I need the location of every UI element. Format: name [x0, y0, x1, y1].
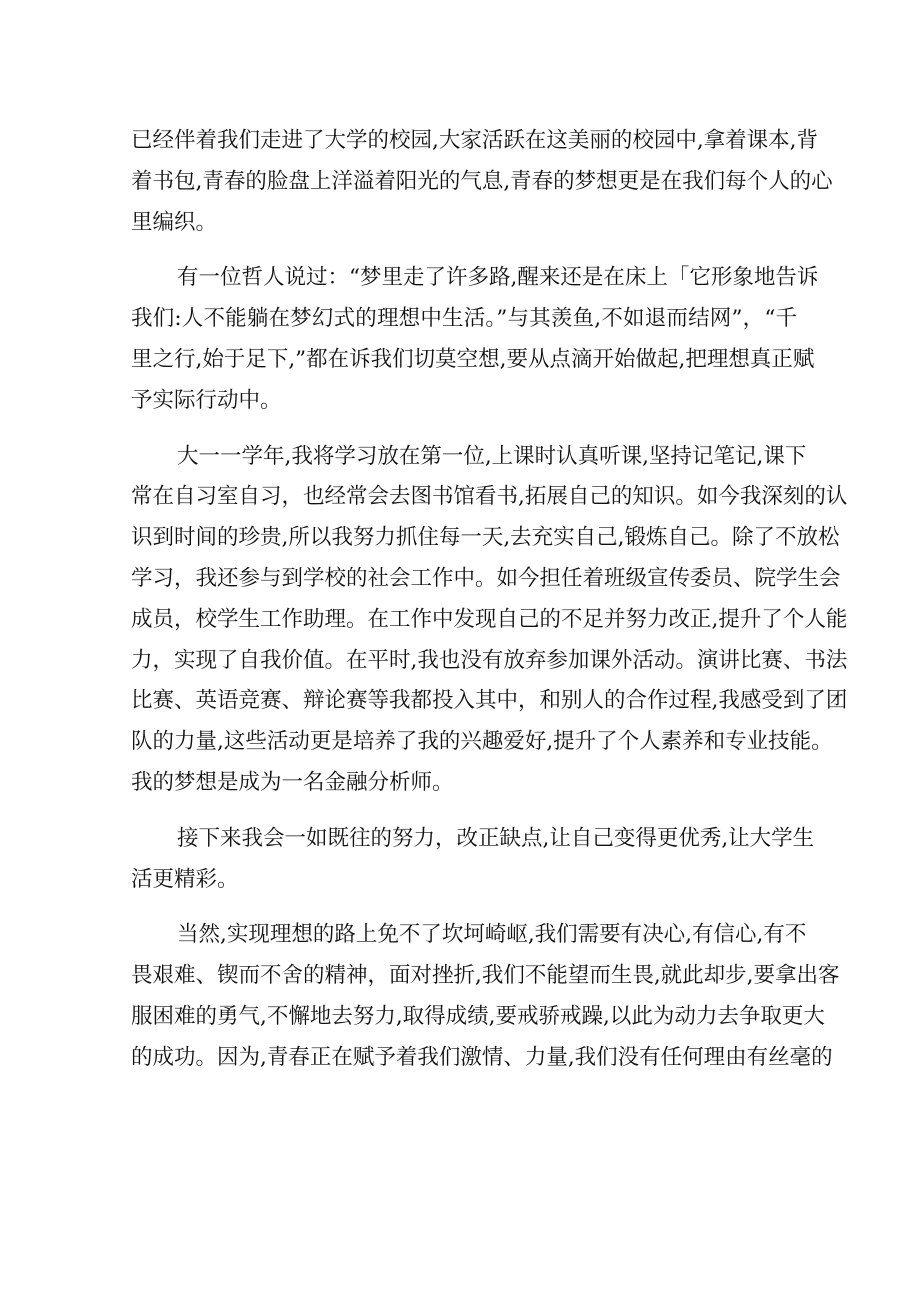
paragraph-line: 队的力量,这些活动更是培养了我的兴趣爱好,提升了个人素养和专业技能。 — [131, 729, 833, 755]
paragraph-gap — [131, 243, 797, 258]
paragraph-line: 里之行,始于足下,”都在诉我们切莫空想,要从点滴开始做起,把理想真正赋 — [131, 346, 815, 372]
paragraph-line: 予实际行动中。 — [131, 387, 282, 413]
paragraph-1 — [131, 121, 833, 243]
paragraph-line: 接下来我会一如既往的努力，改正缺点,让自己变得更优秀,让大学生 — [177, 825, 815, 851]
paragraph-line: 着书包,青春的脸盘上洋溢着阳光的气息,青春的梦想更是在我们每个人的心 — [131, 168, 833, 194]
paragraph-line: 有一位哲人说过：“梦里走了许多路,醒来还是在床上「它形象地告诉 — [177, 265, 819, 291]
paragraph-gap — [131, 422, 797, 437]
paragraph-line: 比赛、英语竞赛、辩论赛等我都投入其中，和别人的合作过程,我感受到了团 — [131, 688, 848, 714]
paragraph-line: 识到时间的珍贵,所以我努力抓住每一天,去充实自己,锻炼自己。除了不放松 — [131, 525, 840, 551]
paragraph-line: 当然,实现理想的路上免不了坎坷崎岖,我们需要有决心,有信心,有不 — [177, 922, 807, 948]
paragraph-line: 大一一学年,我将学习放在第一位,上课时认真听课,坚持记笔记,课下 — [177, 443, 807, 469]
paragraph-line: 学习，我还参与到学校的社会工作中。如今担任着班级宣传委员、院学生会 — [131, 565, 841, 591]
paragraph-2 — [131, 258, 819, 421]
paragraph-4 — [131, 819, 815, 901]
paragraph-line: 的成功。因为,青春正在赋予着我们激情、力量,我们没有任何理由有丝毫的 — [131, 1044, 833, 1070]
paragraph-line: 我们:人不能躺在梦幻式的理想中生活。”与其羡鱼,不如退而结网”，“千 — [131, 306, 797, 332]
paragraph-line: 成员，校学生工作助理。在工作中发现自己的不足并努力改正,提升了个人能 — [131, 606, 848, 632]
paragraph-5 — [131, 915, 840, 1078]
document-body — [131, 121, 848, 1079]
paragraph-line: 活更精彩。 — [131, 866, 239, 892]
paragraph-line: 畏艰难、锲而不舍的精神，面对挫折,我们不能望而生畏,就此却步,要拿出客 — [131, 963, 840, 989]
paragraph-gap — [131, 900, 797, 915]
paragraph-line: 里编织。 — [131, 209, 218, 235]
paragraph-line: 已经伴着我们走进了大学的校园,大家活跃在这美丽的校园中,拿着课本,背 — [131, 128, 819, 153]
paragraph-line: 我的梦想是成为一名金融分析师。 — [131, 769, 454, 795]
paragraph-3 — [131, 437, 848, 804]
paragraph-line: 服困难的勇气,不懈地去努力,取得成绩,要戒骄戒躁,以此为动力去争取更大 — [131, 1003, 825, 1029]
paragraph-line: 力，实现了自我价值。在平时,我也没有放弃参加课外活动。演讲比赛、书法 — [131, 647, 848, 673]
paragraph-line: 常在自习室自习，也经常会去图书馆看书,拓展自己的知识。如今我深刻的认 — [131, 484, 848, 510]
paragraph-gap — [131, 804, 797, 819]
